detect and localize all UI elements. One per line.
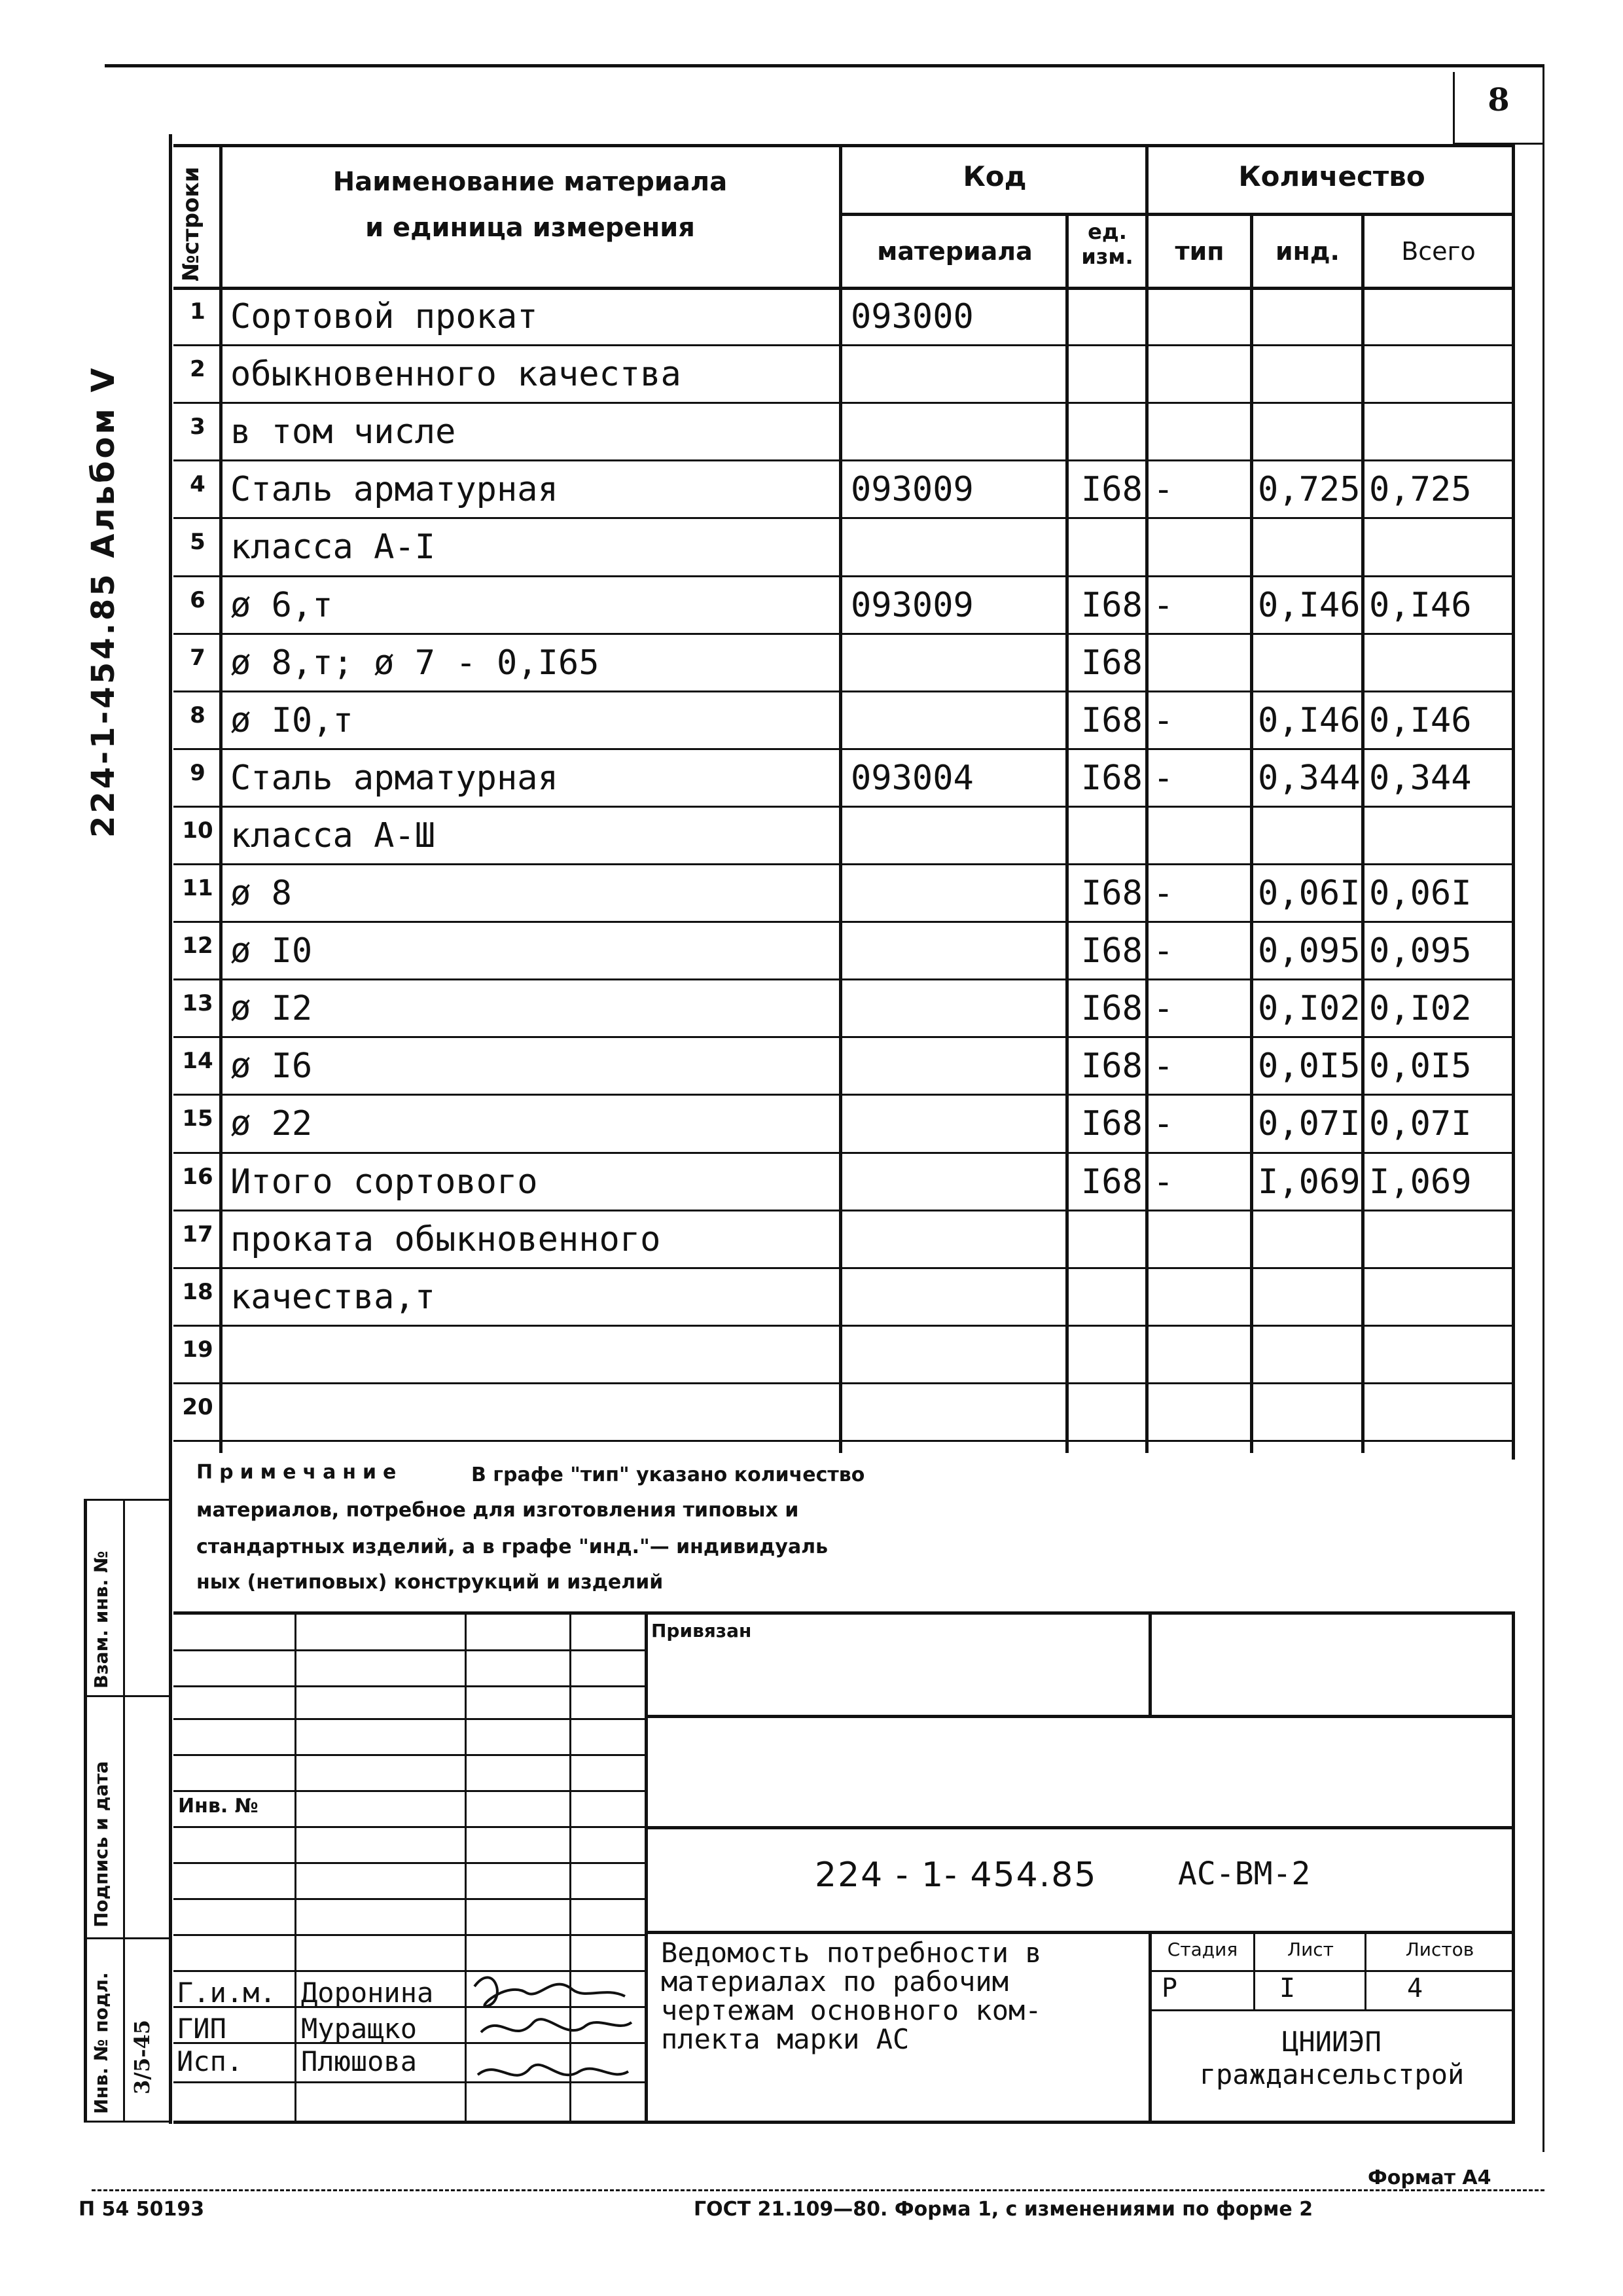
cell-total: 0,0I5 [1369,1047,1472,1086]
header-name-line2: и единица измерения [365,213,695,243]
note-line2: материалов, потребное для изготовления типовых и [196,1499,799,1522]
note-title: Примечание [196,1461,403,1484]
row-number: 15 [182,1105,213,1132]
stamp-divider [645,1611,648,2122]
row-number: 13 [182,990,213,1017]
margin-strip-left [84,1499,87,2121]
cell-code: 093004 [851,758,974,798]
row-number: 2 [190,356,205,383]
stamp-stage-line1 [1149,1970,1512,1972]
stamp-org-line1: ЦНИИЭП [1282,2026,1382,2058]
row-number: 3 [190,414,205,440]
cell-code: 093009 [851,470,974,510]
cell-name: обыкновенного качества [230,355,681,395]
page-number: 8 [1488,82,1510,118]
cell-unit: I68 [1081,700,1143,740]
cell-code: 093009 [851,585,974,625]
header-type: тип [1175,237,1224,266]
cell-name: ø I6 [230,1047,313,1086]
stamp-stage: Р [1162,1973,1178,2003]
row-number: 19 [182,1336,213,1363]
header-code: Код [963,160,1027,192]
row-divider [173,1325,1514,1327]
footer-line [92,2189,1544,2191]
row-divider [173,402,1514,404]
stamp-title-line1: Ведомость потребности в [661,1937,1042,1969]
stamp-top-line [173,1611,1515,1615]
cell-total: 0,06I [1369,874,1472,913]
stamp-grid-h3 [173,1718,645,1720]
cell-unit: I68 [1081,758,1143,798]
stamp-bottom-line [173,2121,1515,2124]
stamp-line-a [645,1715,1515,1718]
margin-label-zam: Взам. инв. № [90,1551,112,1689]
cell-total: 0,I02 [1369,989,1472,1029]
stamp-title-line3: чертежам основного ком- [661,1994,1042,2026]
note-line1: В графе "тип" указано количество [471,1463,865,1486]
cell-total: 0,344 [1369,758,1472,798]
cell-unit: I68 [1081,643,1143,683]
stamp-stage-label: Стадия [1167,1939,1238,1960]
row-divider [173,459,1514,461]
row-divider [173,1440,1514,1442]
cell-unit: I68 [1081,989,1143,1029]
stamp-right-line [1512,1611,1515,2122]
cell-name: класса А-Ш [230,816,436,855]
album-code: 224-1-454.85 Альбом V [85,365,122,838]
stamp-name-3: Плюшова [301,2045,418,2077]
row-divider [173,1267,1514,1269]
cell-total: 0,095 [1369,931,1472,971]
col-name-line [839,144,842,1453]
cell-name: ø 8,т; ø 7 - 0,I65 [230,643,599,683]
stamp-grid-h1 [173,1649,645,1651]
cell-unit: I68 [1081,470,1143,510]
stamp-grid-v2 [465,1611,467,2122]
cell-total: 0,07I [1369,1104,1472,1144]
header-bottom-line [173,287,1515,290]
cell-type: - [1153,585,1174,625]
stamp-grid-h2 [173,1685,645,1687]
row-number: 17 [182,1221,213,1247]
cell-type: - [1153,989,1174,1029]
margin-strip-top [84,1499,172,1501]
row-number: 11 [182,875,213,901]
row-divider [173,978,1514,980]
stamp-doc-mark: АС-ВМ-2 [1178,1856,1311,1892]
cell-type: - [1153,1047,1174,1086]
stamp-sheets-label: Листов [1405,1939,1474,1960]
cell-type: - [1153,470,1174,510]
row-number: 9 [190,759,205,786]
cell-ind: 0,I46 [1258,700,1361,740]
cell-name: Итого сортового [230,1162,538,1202]
cell-unit: I68 [1081,1162,1143,1202]
row-divider [173,1382,1514,1384]
row-divider [173,806,1514,808]
cell-name: ø I0 [230,931,313,971]
row-number: 14 [182,1048,213,1075]
header-unit: ед. изм. [1081,219,1133,269]
margin-label-inv: Инв. № подл. [90,1972,112,2114]
stamp-grid-h5 [173,1790,645,1792]
header-ind: инд. [1275,237,1340,266]
row-divider [173,921,1514,923]
header-total: Всего [1401,237,1476,266]
signature-scribbles [468,1960,638,2098]
stamp-doc-code: 224 - 1- 454.85 [815,1856,1097,1895]
cell-name: качества,т [230,1277,436,1317]
note-line3: стандартных изделий, а в графе "инд."— индивидуаль [196,1535,829,1558]
row-number: 1 [190,298,205,325]
cell-total: 0,I46 [1369,585,1472,625]
top-border [105,64,1544,67]
stamp-privyazan: Привязан [651,1620,752,1641]
cell-type: - [1153,874,1174,913]
margin-strip-sep1 [84,1695,172,1697]
row-divider [173,633,1514,635]
cell-ind: 0,725 [1258,470,1361,510]
row-number: 6 [190,586,205,613]
row-divider [173,517,1514,519]
margin-strip-bottom [84,2121,172,2123]
stamp-grid-h9 [173,1934,645,1936]
row-divider [173,863,1514,865]
stamp-role-3: Исп. [177,2045,243,2077]
cell-name: Сталь арматурная [230,470,558,510]
stamp-inv-no: Инв. № [178,1795,259,1818]
cell-unit: I68 [1081,1104,1143,1144]
margin-strip-sep2 [84,1937,172,1939]
stamp-grid-h6 [173,1826,645,1828]
cell-ind: I,069 [1258,1162,1361,1202]
row-number: 16 [182,1163,213,1190]
stamp-line-b [645,1826,1515,1829]
stamp-role-2: ГИП [177,2013,226,2045]
row-divider [173,1094,1514,1096]
header-material: материала [877,237,1033,266]
stamp-title-line4: плекта марки АС [661,2023,910,2055]
row-divider [173,1210,1514,1211]
cell-name: класса А-I [230,528,436,567]
stamp-org-line2: граждансельстрой [1199,2058,1465,2090]
table-right-line [1512,144,1515,1460]
stamp-line-c [645,1931,1515,1934]
cell-ind: 0,0I5 [1258,1047,1361,1086]
stamp-name-2: Муращко [301,2013,418,2045]
stamp-role-1: Г.и.м. [177,1977,276,2009]
cell-name: в том числе [230,412,456,452]
cell-unit: I68 [1081,874,1143,913]
row-divider [173,575,1514,577]
cell-type: - [1153,1162,1174,1202]
row-number: 10 [182,817,213,844]
cell-type: - [1153,758,1174,798]
cell-name: ø 22 [230,1104,313,1144]
cell-type: - [1153,700,1174,740]
row-divider [173,691,1514,692]
margin-strip-mid [123,1499,125,2121]
cell-ind: 0,06I [1258,874,1361,913]
table-top-line [173,144,1515,147]
cell-unit: I68 [1081,585,1143,625]
cell-name: ø I0,т [230,700,353,740]
stamp-grid-h4 [173,1754,645,1756]
footer-left: П 54 50193 [79,2198,205,2221]
right-border [1543,64,1544,2152]
page-number-box-left [1453,72,1455,144]
col-unit-line [1145,144,1149,1453]
margin-label-podpis: Подпись и дата [90,1761,112,1928]
stamp-grid-h8 [173,1898,645,1900]
stamp-sheets: 4 [1407,1973,1423,2003]
header-quantity: Количество [1238,160,1425,192]
stamp-name-1: Доронина [301,1977,434,2009]
row-number: 18 [182,1278,213,1305]
col-rownum-line [219,144,223,1453]
cell-total: 0,I46 [1369,700,1472,740]
cell-unit: I68 [1081,931,1143,971]
stamp-stage-line2 [1149,2009,1512,2011]
cell-unit: I68 [1081,1047,1143,1086]
cell-ind: 0,I02 [1258,989,1361,1029]
footer-gost: ГОСТ 21.109—80. Форма 1, с изменениями по форме 2 [694,2198,1313,2221]
cell-ind: 0,I46 [1258,585,1361,625]
left-frame-line [169,134,172,2124]
stamp-privyazan-divider [1149,1611,1152,1716]
cell-ind: 0,344 [1258,758,1361,798]
row-divider [173,1036,1514,1038]
stamp-sheet-label: Лист [1287,1939,1334,1960]
row-number: 12 [182,933,213,960]
row-number: 20 [182,1393,213,1420]
row-number: 5 [190,529,205,556]
row-number: 7 [190,644,205,671]
cell-total: I,069 [1369,1162,1472,1202]
cell-total: 0,725 [1369,470,1472,510]
margin-handwritten-number: 3/5-45 [130,2019,154,2094]
cell-name: ø 6,т [230,585,333,625]
stamp-sheet: I [1279,1973,1296,2003]
row-divider [173,1152,1514,1154]
row-divider [173,748,1514,750]
footer-format: Формат А4 [1368,2166,1491,2189]
stamp-sheet-divider [1253,1931,1255,2009]
cell-type: - [1153,1104,1174,1144]
stamp-sheets-divider [1364,1931,1366,2009]
note-line4: ных (нетиповых) конструкций и изделий [196,1571,664,1594]
cell-name: Сортовой прокат [230,297,538,336]
row-number: 4 [190,471,205,498]
row-number: 8 [190,702,205,728]
cell-ind: 0,07I [1258,1104,1361,1144]
header-sub-line [839,213,1513,216]
stamp-grid-h7 [173,1862,645,1864]
header-row-no: №строки [178,166,204,281]
stamp-title-line2: материалах по рабочим [661,1965,1009,1998]
stamp-grid-v1 [294,1611,296,2122]
cell-name: проката обыкновенного [230,1219,661,1259]
header-name-line1: Наименование материала [332,167,728,197]
cell-ind: 0,095 [1258,931,1361,971]
cell-name: ø 8 [230,874,292,913]
cell-name: ø I2 [230,989,313,1029]
row-divider [173,344,1514,346]
cell-code: 093000 [851,297,974,336]
cell-type: - [1153,931,1174,971]
cell-name: Сталь арматурная [230,758,558,798]
